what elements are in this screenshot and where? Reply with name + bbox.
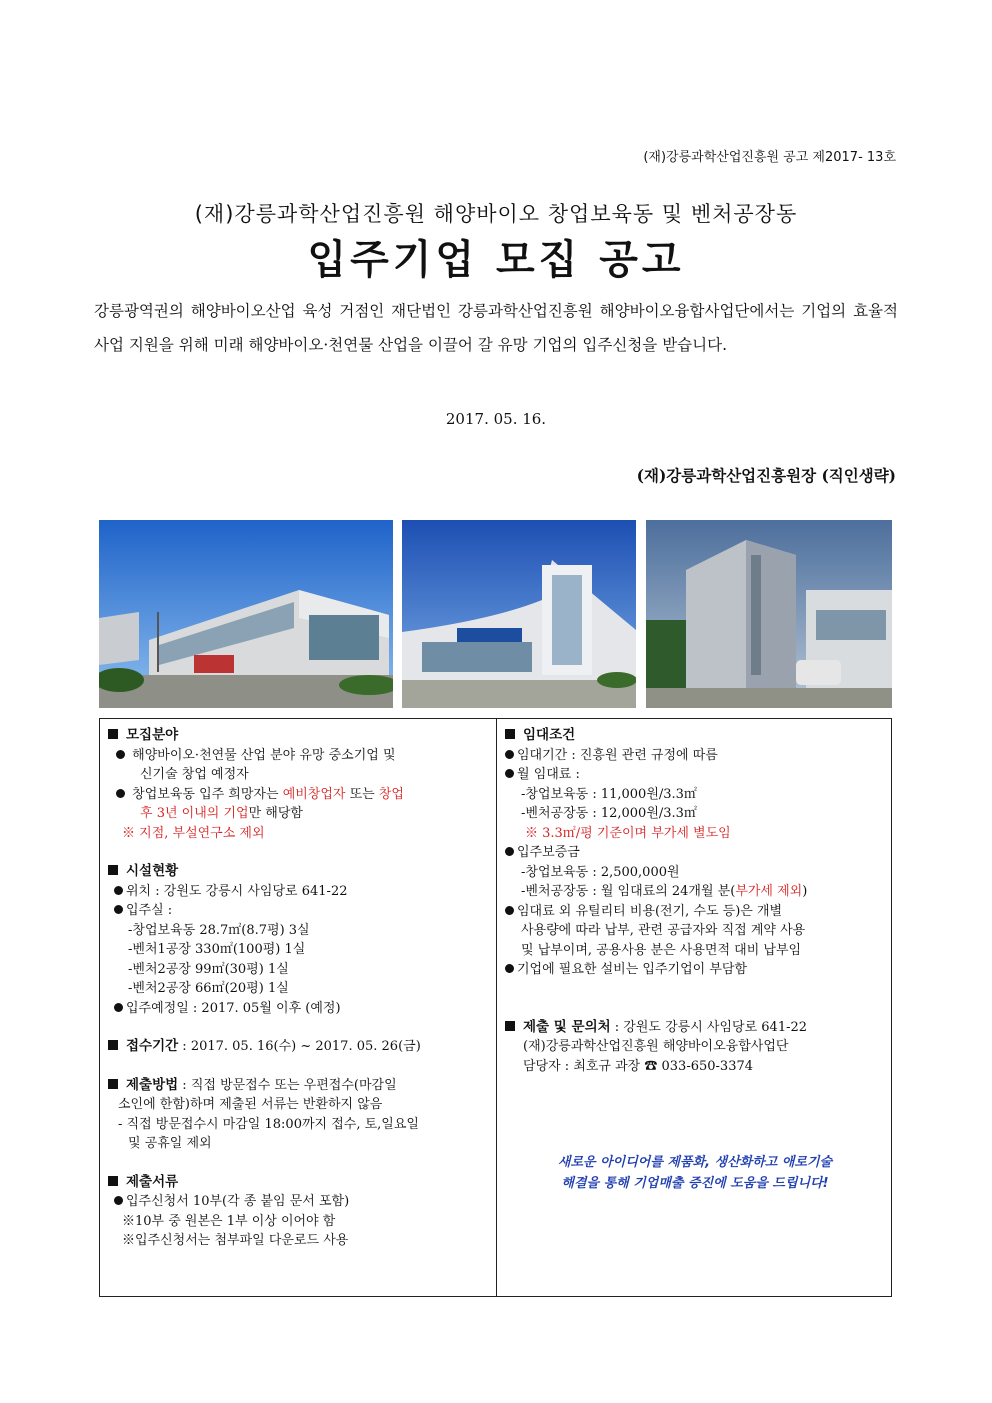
- slogan-line-2: 해결을 통해 기업매출 증진에 도움을 드립니다!: [561, 1176, 829, 1191]
- building-photo-2: [402, 520, 636, 708]
- slogan-line-1: 새로운 아이디어를 제품화, 생산화하고 애로기술: [557, 1155, 833, 1170]
- square-bullet-icon: [108, 729, 118, 739]
- bullet-icon: [505, 847, 514, 856]
- subtitle: (재)강릉과학산업진흥원 해양바이오 창업보육동 및 벤처공장동: [194, 202, 798, 226]
- section-lease-heading: 임대조건: [505, 726, 885, 746]
- facility-room-2: -벤처1공장 330㎡(100평) 1실: [128, 942, 306, 957]
- facility-move-in: 입주예정일 : 2017. 05월 이후 (예정): [108, 999, 488, 1019]
- facility-rooms: 입주실 :: [108, 901, 488, 921]
- section-recruit-heading: 모집분야: [108, 726, 488, 746]
- bullet-icon: [114, 1003, 123, 1012]
- facility-room-3: -벤처2공장 99㎡(30평) 1실: [128, 961, 289, 977]
- lease-utility: 임대료 외 유틸리티 비용(전기, 수도 등)은 개별: [505, 902, 885, 922]
- bullet-icon: [116, 750, 125, 759]
- lease-rent-1: -창업보육동 : 11,000원/3.3㎡: [521, 786, 697, 802]
- bullet-icon: [505, 906, 514, 915]
- bullet-icon: [505, 769, 514, 778]
- recruit-item-1-cont: 신기술 창업 예정자: [140, 767, 249, 782]
- lease-deposit-1: -창업보육동 : 2,500,000원: [521, 864, 680, 880]
- lease-deposit-2: -벤처공장동 : 월 임대료의 24개월 분(부가세 제외): [521, 884, 808, 899]
- signer: (재)강릉과학산업진흥원장 (직인생략): [636, 466, 896, 485]
- docs-line-3: ※입주신청서는 첨부파일 다운로드 사용: [122, 1233, 349, 1248]
- facility-room-1: -창업보육동 28.7㎡(8.7평) 3실: [128, 922, 310, 938]
- method-line-4: 및 공휴일 제외: [128, 1136, 212, 1151]
- docs-line-1: 입주신청서 10부(각 종 붙임 문서 포함): [108, 1192, 488, 1212]
- intro-paragraph: 강릉광역권의 해양바이오산업 육성 거점인 재단법인 강릉과학산업진흥원 해양바이오융합사업단에서는 기업의 효율적 사업 지원을 위해 미래 해양바이오·천연물 산업을 이끌어 갈 유망 기업의 입주신청을 받습니다.: [94, 302, 898, 354]
- recruit-item-2: 창업보육동 입주 희망자는 예비창업자 또는 창업: [108, 785, 488, 805]
- column-divider: [496, 718, 497, 1297]
- notice-date: 2017. 05. 16.: [445, 410, 547, 428]
- bullet-icon: [505, 750, 514, 759]
- recruit-note: ※ 지점, 부설연구소 제외: [122, 825, 265, 841]
- section-method: 제출방법 : 직접 방문접수 또는 우편접수(마감일: [108, 1076, 488, 1096]
- square-bullet-icon: [505, 1021, 515, 1031]
- lease-deposit: 입주보증금: [505, 843, 885, 863]
- lease-rent-note: ※ 3.3㎡/평 기준이며 부가세 별도임: [525, 825, 731, 841]
- section-contact: 제출 및 문의처 : 강원도 강릉시 사임당로 641-22: [505, 1018, 885, 1038]
- square-bullet-icon: [108, 1079, 118, 1089]
- bullet-icon: [114, 886, 123, 895]
- notice-number: (재)강릉과학산업진흥원 공고 제2017- 13호: [643, 150, 896, 165]
- building-photo-3: [646, 520, 892, 708]
- docs-line-2: ※10부 중 원본은 1부 이상 이어야 함: [122, 1213, 336, 1229]
- bullet-icon: [114, 1196, 123, 1205]
- square-bullet-icon: [108, 1040, 118, 1050]
- bullet-icon: [116, 789, 125, 798]
- recruit-item-2-cont: 후 3년 이내의 기업만 해당함: [140, 806, 303, 821]
- method-line-3: - 직접 방문접수시 마감일 18:00까지 접수, 토,일요일: [118, 1116, 419, 1132]
- bullet-icon: [114, 905, 123, 914]
- right-column: [505, 726, 885, 1194]
- lease-utility-3: 및 납부이며, 공용사용 분은 사용면적 대비 납부임: [521, 942, 802, 958]
- square-bullet-icon: [108, 1176, 118, 1186]
- square-bullet-icon: [505, 729, 515, 739]
- lease-rent: 월 임대료 :: [505, 765, 885, 785]
- section-docs-heading: 제출서류: [108, 1173, 488, 1193]
- contact-line-2: (재)강릉과학산업진흥원 해양바이오융합사업단: [523, 1039, 789, 1054]
- method-line-2: 소인에 한함)하며 제출된 서류는 반환하지 않음: [118, 1097, 383, 1112]
- building-photo-1: [99, 520, 393, 708]
- lease-equipment: 기업에 필요한 설비는 입주기업이 부담함: [505, 960, 885, 980]
- bullet-icon: [505, 964, 514, 973]
- facility-room-4: -벤처2공장 66㎡(20평) 1실: [128, 981, 289, 996]
- lease-rent-2: -벤처공장동 : 12,000원/3.3㎡: [521, 806, 697, 821]
- lease-term: 임대기간 : 진흥원 관련 규정에 따름: [505, 746, 885, 766]
- section-period: 접수기간 : 2017. 05. 16(수) ~ 2017. 05. 26(금): [108, 1037, 488, 1057]
- lease-utility-2: 사용량에 따라 납부, 관련 공급자와 직접 계약 사용: [521, 923, 806, 938]
- recruit-item-1: 해양바이오·천연물 산업 분야 유망 중소기업 및: [108, 746, 488, 766]
- facility-location: 위치 : 강원도 강릉시 사임당로 641-22: [108, 882, 488, 902]
- contact-line-3: 담당자 : 최호규 과장 ☎ 033-650-3374: [523, 1058, 754, 1074]
- section-facility-heading: 시설현황: [108, 862, 488, 882]
- square-bullet-icon: [108, 865, 118, 875]
- page-title: 입주기업 모집 공고: [307, 237, 685, 283]
- left-column: [108, 726, 488, 1251]
